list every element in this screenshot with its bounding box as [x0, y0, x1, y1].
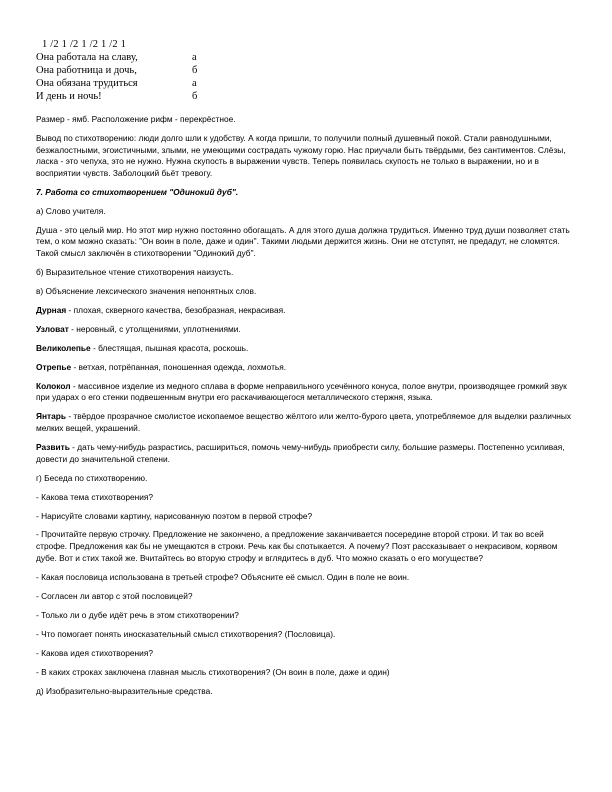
vocab-entry: [36, 305, 576, 317]
step-g: г) Беседа по стихотворению.: [36, 472, 148, 483]
step-a: а) Слово учителя.: [36, 205, 106, 216]
vocab-definition: - дать чему-нибудь разрастись, расшириться, помочь чему-нибудь приобрести силу, большие размеры. Постепенно усиливая, довести до значительной степени.: [36, 441, 565, 464]
question: - Нарисуйте словами картину, нарисованную поэтом в первой строфе?: [36, 510, 313, 521]
step-b: б) Выразительное чтение стихотворения наизусть.: [36, 266, 234, 277]
rhyme-letter: б: [192, 91, 198, 102]
vocab-definition: - блестящая, пышная красота, роскошь.: [90, 342, 249, 353]
vocab-entry: [36, 381, 576, 404]
scheme-text: Она работница и дочь,: [36, 65, 137, 76]
meter-line: 1 /2 1 /2 1 /2 1 /2 1: [42, 39, 127, 50]
vocab-definition: - неровный, с утолщениями, уплотнениями.: [68, 323, 241, 334]
vocab-term: Дурная: [36, 304, 67, 315]
document-page: [36, 38, 576, 705]
scheme-text: Она работала на славу,: [36, 52, 138, 63]
scheme-text: И день и ночь!: [36, 91, 102, 102]
vocab-definition: - ветхая, потрёпанная, поношенная одежда, лохмотья.: [71, 361, 287, 372]
question: - Какая пословица использована в третьей строфе? Объясните её смысл. Один в поле не воин.: [36, 571, 410, 582]
question: - Какова идея стихотворения?: [36, 647, 153, 658]
vocab-term: Отрепье: [36, 361, 72, 372]
scheme-text: Она обязана трудиться: [36, 78, 138, 89]
meter-scheme: [36, 38, 576, 103]
scheme-line: [36, 64, 206, 77]
question: - Прочитайте первую строчку. Предложение не закончено, а предложение заканчивается посередине второй строки. И так во всей строфе. Предложения как бы не умещаются в строки. Речь как бы спотыкается. А почему? Поэт рассказывает о некрасивом, корявом дубе. Вот и стих такой же. Вчитайтесь во вторую строфу и вглядитесь в дуб. Что можно сказать о его могуществе?: [36, 529, 558, 563]
vocab-definition: - массивное изделие из медного сплава в форме неправильного усечённого конуса, полое внутри, производящее громкий звук при ударах о его стенки подвешенным внутри его раскачивающегося металлического стержня, языка.: [36, 380, 567, 403]
vocab-entry: [36, 343, 576, 355]
scheme-line: [36, 90, 206, 103]
vocab-term: Янтарь: [36, 411, 66, 422]
vocab-term: Колокол: [36, 380, 71, 391]
step-v: в) Объяснение лексического значения непонятных слов.: [36, 285, 257, 296]
vocab-entry: [36, 442, 576, 465]
rhyme-letter: б: [192, 65, 198, 76]
step-d: д) Изобразительно-выразительные средства.: [36, 685, 213, 696]
question: - Согласен ли автор с этой пословицей?: [36, 590, 193, 601]
rhyme-letter: а: [192, 52, 197, 63]
rhyme-letter: а: [192, 78, 197, 89]
vocab-entry: [36, 324, 576, 336]
vocab-entry: [36, 411, 576, 434]
question: - Что помогает понять иносказательный смысл стихотворения? (Пословица).: [36, 628, 336, 639]
vocab-definition: - плохая, скверного качества, безобразная, некрасивая.: [66, 304, 286, 315]
question: - Какова тема стихотворения?: [36, 491, 154, 502]
meter-description: Размер - ямб. Расположение рифм - перекрёстное.: [36, 114, 236, 124]
vocab-entry: [36, 362, 576, 374]
question: - В каких строках заключена главная мысль стихотворения? (Он воин в поле, даже и один): [36, 666, 390, 677]
question: - Только ли о дубе идёт речь в этом стихотворении?: [36, 609, 239, 620]
section-heading: 7. Работа со стихотворением "Одинокий дуб".: [36, 186, 239, 197]
scheme-line: [36, 77, 206, 90]
conclusion-paragraph: Вывод по стихотворению: люди долго шли к удобству. А когда пришли, то получили полный душевный покой. Стали равнодушными, безжалостными, эгоистичными, злыми, не умеющими сострадать чужому горю. Нас приучали быть твёрдыми, без сантиментов. Слёзы, ласка - это чепуха, это не нужно. Нужна скупость в выражении чувств. Теперь появилась скупость не только в выражении, но и в восприятии чувств. Заболоцкий бьёт тревогу.: [36, 132, 566, 178]
vocab-term: Великолепье: [36, 342, 91, 353]
vocab-definition: - твёрдое прозрачное смолистое ископаемое вещество жёлтого или желто-бурого цвета, употребляемое для выделки различных мелких вещей, украшений.: [36, 411, 572, 433]
vocab-term: Развить: [36, 441, 70, 452]
vocab-term: Узловат: [36, 323, 69, 334]
scheme-line: [36, 51, 206, 64]
soul-paragraph: Душа - это целый мир. Но этот мир нужно постоянно обогащать. А для этого душа должна трудиться. Именно труд души позволяет стать тем, о ком можно сказать: "Он воин в поле, даже и один". Такими людьми держится жизнь. Они не отступят, не предадут, не сломятся. Такой смысл заключён в стихотворении "Одинокий дуб".: [36, 224, 570, 258]
